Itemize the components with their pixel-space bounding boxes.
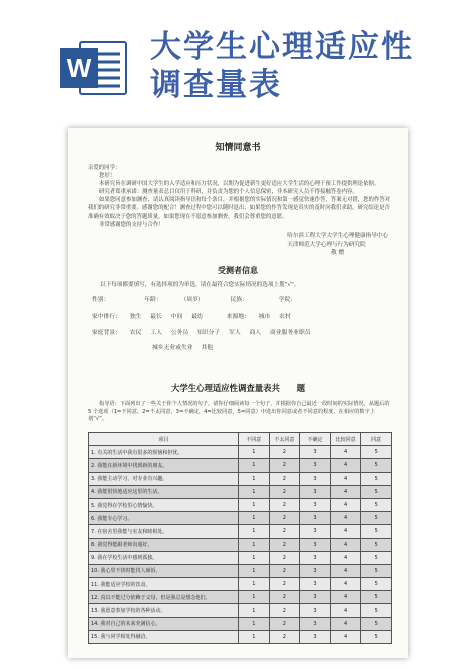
scale-option[interactable]: 1 [239, 485, 270, 498]
scale-option[interactable]: 4 [330, 538, 361, 551]
signature-block [287, 232, 388, 258]
item-text: 2. 我能在新环境中找到新的朋友。 [89, 459, 239, 472]
scale-option[interactable]: 1 [239, 472, 270, 485]
scale-option[interactable]: 5 [361, 551, 392, 564]
scale-option[interactable]: 2 [269, 459, 300, 472]
scale-option[interactable]: 2 [269, 551, 300, 564]
scale-option[interactable]: 5 [361, 538, 392, 551]
scale-option[interactable]: 2 [269, 564, 300, 577]
item-text: 4. 我能很快地适应这里的生活。 [89, 485, 239, 498]
scale-option[interactable]: 5 [361, 564, 392, 577]
item-text: 12. 真以不能过分依赖于父母，但是我总是想念他们。 [89, 591, 239, 604]
scale-option[interactable]: 4 [330, 604, 361, 617]
item-text: 13. 我愿意参加学校的各种活动。 [89, 604, 239, 617]
scale-option[interactable]: 3 [300, 472, 331, 485]
scale-option[interactable]: 1 [239, 630, 270, 643]
scale-option[interactable]: 5 [361, 485, 392, 498]
scale-option[interactable]: 3 [300, 446, 331, 459]
table-row [89, 472, 392, 485]
scale-option[interactable]: 5 [361, 578, 392, 591]
info-row-family-2: 城乡无业或失业 其他 [152, 345, 214, 351]
scale-option[interactable]: 3 [300, 459, 331, 472]
table-row [89, 498, 392, 511]
scale-option[interactable]: 4 [330, 564, 361, 577]
sign-line-3: 敬 赠 [331, 250, 345, 256]
survey-table [88, 432, 392, 644]
info-instruction: 以下每项都要填写，有选择项的为单选，请在最符合您实际情况的选项上划“√”。 [100, 282, 300, 288]
scale-option[interactable]: 3 [300, 512, 331, 525]
scale-option[interactable]: 3 [300, 485, 331, 498]
scale-option[interactable]: 5 [361, 498, 392, 511]
consent-para-4: 非常感谢您的支持与合作！ [99, 221, 164, 228]
table-header-cell: 不太同意 [269, 433, 300, 446]
table-row [89, 604, 392, 617]
table-row [89, 578, 392, 591]
scale-option[interactable]: 2 [269, 538, 300, 551]
scale-option[interactable]: 4 [330, 591, 361, 604]
item-text: 1. 有关的生活中我有很多的烦恼和担忧。 [89, 446, 239, 459]
scale-option[interactable]: 5 [361, 512, 392, 525]
scale-option[interactable]: 5 [361, 446, 392, 459]
survey-title: 大学生心理适应性调查量表共 题 [171, 383, 305, 393]
scale-option[interactable]: 2 [269, 578, 300, 591]
scale-option[interactable]: 1 [239, 512, 270, 525]
scale-option[interactable]: 5 [361, 591, 392, 604]
title-line-2: 调查量表 [150, 67, 282, 103]
scale-option[interactable]: 3 [300, 498, 331, 511]
scale-option[interactable]: 5 [361, 472, 392, 485]
scale-option[interactable]: 2 [269, 512, 300, 525]
scale-option[interactable]: 1 [239, 551, 270, 564]
table-row [89, 512, 392, 525]
scale-option[interactable]: 2 [269, 472, 300, 485]
scale-option[interactable]: 3 [300, 538, 331, 551]
scale-option[interactable]: 4 [330, 525, 361, 538]
logo-letter: W [66, 53, 92, 83]
scale-option[interactable]: 1 [239, 604, 270, 617]
item-text: 14. 我对自己的未来充满信心。 [89, 617, 239, 630]
scale-option[interactable]: 1 [239, 617, 270, 630]
scale-option[interactable]: 1 [239, 525, 270, 538]
scale-option[interactable]: 1 [239, 591, 270, 604]
table-row [89, 459, 392, 472]
scale-option[interactable]: 2 [269, 525, 300, 538]
scale-option[interactable]: 3 [300, 604, 331, 617]
scale-option[interactable]: 4 [330, 578, 361, 591]
scale-option[interactable]: 4 [330, 459, 361, 472]
document-page [68, 128, 408, 658]
table-row [89, 617, 392, 630]
scale-option[interactable]: 4 [330, 630, 361, 643]
item-text: 7. 在宿舍里我能与室友和睦相处。 [89, 525, 239, 538]
scale-option[interactable]: 3 [300, 630, 331, 643]
scale-option[interactable]: 1 [239, 459, 270, 472]
info-row-rank: 家中排行： 独生 最长 中间 最幼 来源地： 城市 农村 [92, 314, 291, 320]
consent-title: 知情同意书 [215, 143, 261, 153]
scale-option[interactable]: 2 [269, 446, 300, 459]
table-row [89, 525, 392, 538]
scale-option[interactable]: 5 [361, 617, 392, 630]
scale-option[interactable]: 2 [269, 630, 300, 643]
scale-option[interactable]: 3 [300, 551, 331, 564]
item-text: 5. 我觉得在学校里心情愉快。 [89, 498, 239, 511]
table-row [89, 446, 392, 459]
scale-option[interactable]: 5 [361, 525, 392, 538]
info-row-basic: 性别： 年龄： （周岁） 民族： 学院： [92, 297, 297, 303]
item-text: 6. 我能专心学习。 [89, 512, 239, 525]
scale-option[interactable]: 4 [330, 446, 361, 459]
item-text: 11. 我能适应学校的饮食。 [89, 578, 239, 591]
scale-option[interactable]: 4 [330, 617, 361, 630]
info-title: 受测者信息 [218, 266, 258, 275]
scale-option[interactable]: 2 [269, 591, 300, 604]
scale-option[interactable]: 2 [269, 498, 300, 511]
table-row [89, 591, 392, 604]
scale-option[interactable]: 1 [239, 538, 270, 551]
sign-line-1: 哈尔滨工程大学大学生心理健康指导中心 [287, 233, 388, 239]
item-text: 8. 我觉得能跟老师沟通好。 [89, 538, 239, 551]
scale-option[interactable]: 3 [300, 564, 331, 577]
scale-option[interactable]: 2 [269, 604, 300, 617]
scale-option[interactable]: 1 [239, 446, 270, 459]
consent-para-1: 本研究旨在调研中国大学生的入学适应和压力状况，以期为促进新生更好适应大学生活的心理干预工作提供理论依据。 [99, 181, 380, 188]
word-document-icon [58, 38, 130, 98]
greeting: 亲爱的同学： [88, 165, 121, 171]
table-row [89, 551, 392, 564]
scale-option[interactable]: 3 [300, 525, 331, 538]
hello: 您好！ [99, 173, 116, 180]
scale-option[interactable]: 1 [239, 564, 270, 577]
table-row [89, 485, 392, 498]
banner [0, 0, 474, 118]
scale-option[interactable]: 5 [361, 604, 392, 617]
item-text: 15. 我与同学相处得融洽。 [89, 630, 239, 643]
scale-option[interactable]: 1 [239, 578, 270, 591]
scale-option[interactable]: 4 [330, 512, 361, 525]
scale-option[interactable]: 5 [361, 459, 392, 472]
scale-option[interactable]: 1 [239, 498, 270, 511]
scale-option[interactable]: 3 [300, 591, 331, 604]
scale-option[interactable]: 3 [300, 617, 331, 630]
item-text: 9. 我在学校生活中感到孤独。 [89, 551, 239, 564]
scale-option[interactable]: 2 [269, 617, 300, 630]
scale-option[interactable]: 2 [269, 485, 300, 498]
sign-line-2: 天津师范大学心理与行为研究院 [287, 241, 366, 248]
table-header-cell: 同意 [361, 433, 392, 446]
table-row [89, 564, 392, 577]
title-line-1: 大学生心理适应性 [150, 29, 414, 65]
consent-body [88, 164, 392, 229]
survey-guide: 指导语：下面列出了一些关于你个人情况的句子，请你仔细阅读每一个句子，并根据你自己最近一段时间的实际情况，从题后的 5 个选项（1=不同意，2=不太同意，3=不确定，4=比较同意，5=同意）中选出你同意或者不同意的程度，在相应的数字上划“√”。 [88, 401, 390, 423]
consent-para-2: 研究者郑重承诺：测查量表总目仅用于科研，并负责为您的个人信息保密，非本研究人员不得接触答卷内容。 [99, 189, 358, 196]
consent-para-3: 如果您同意参加测查，请认真阅读指导语和每个条目，并根据您的实际情况和第一感觉快速作答，答案无对错，您的作答对我们的研究非常重要。感谢您的配合！测查过程中您可以随时退出，如果您的作答发现是真实的及时向我们求助，研究结论是否准确有效取决于您的答题质量，如果您现在不愿意参加测查，我们会尊重您的意愿。 [88, 197, 391, 220]
table-header-cell: 不同意 [239, 433, 270, 446]
scale-option[interactable]: 3 [300, 578, 331, 591]
scale-option[interactable]: 4 [330, 551, 361, 564]
item-text: 3. 我能主动学习，对专业有兴趣。 [89, 472, 239, 485]
info-row-family: 家庭背景： 农民 工人 公务员 知识分子 军人 商人 商业服务业职员 [92, 330, 311, 336]
scale-option[interactable]: 4 [330, 485, 361, 498]
item-text: 10. 我心里不快时能找人倾诉。 [89, 564, 239, 577]
scale-option[interactable]: 4 [330, 472, 361, 485]
table-header-cell: 项目 [89, 433, 239, 446]
table-row [89, 538, 392, 551]
table-header-cell: 不确定 [300, 433, 331, 446]
page-title [150, 28, 414, 104]
scale-option[interactable]: 4 [330, 498, 361, 511]
table-header-row [89, 433, 392, 446]
table-row [89, 630, 392, 643]
scale-option[interactable]: 5 [361, 630, 392, 643]
table-header-cell: 比较同意 [330, 433, 361, 446]
